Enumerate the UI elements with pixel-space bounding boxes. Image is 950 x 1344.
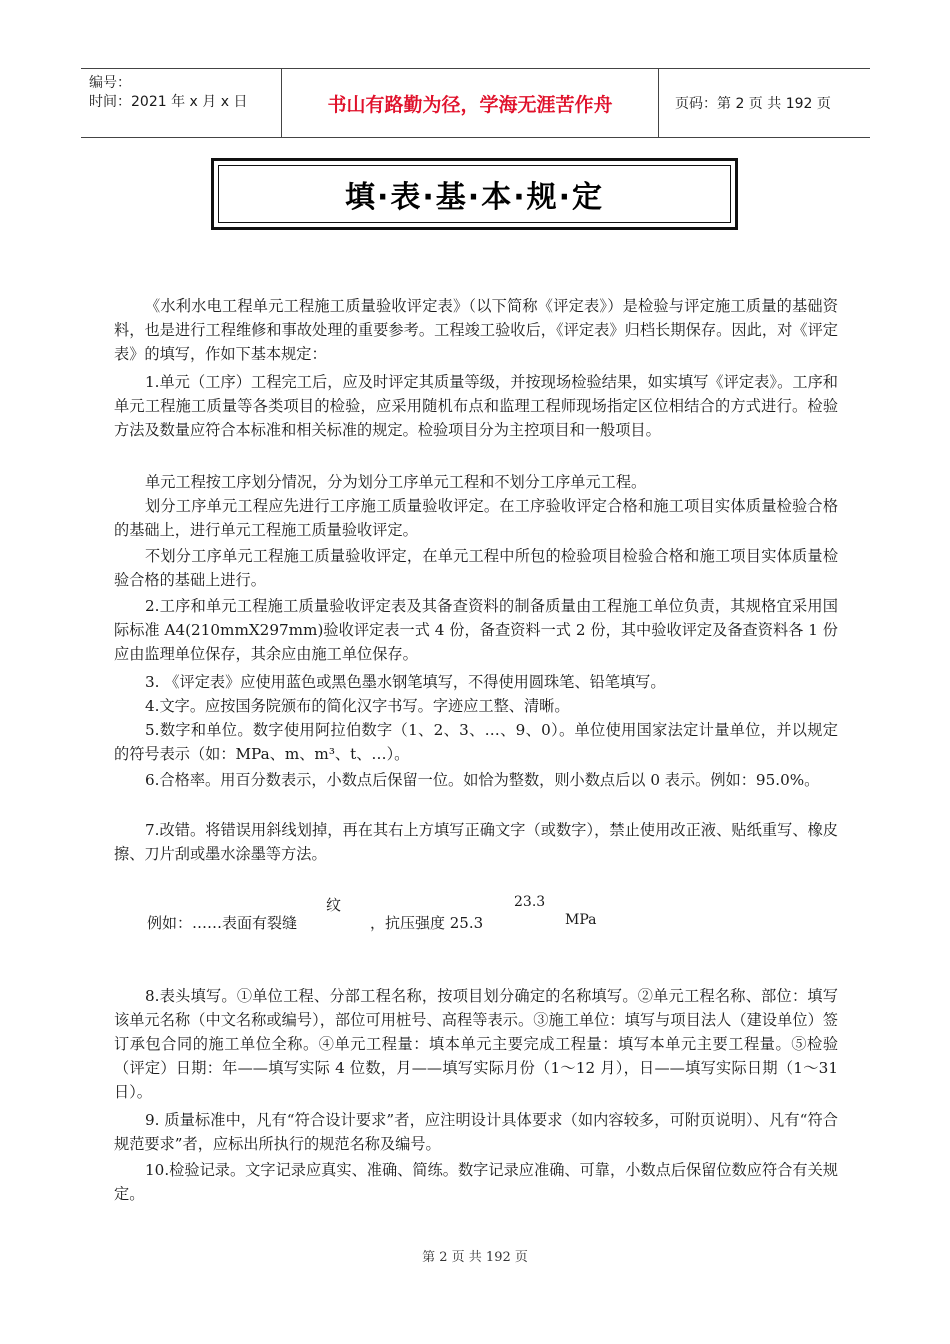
paragraph-10: 10.检验记录。文字记录应真实、准确、简练。数字记录应准确、可靠，小数点后保留位数应符合有关规定。: [114, 1161, 838, 1203]
paragraph-1: 1.单元（工序）工程完工后，应及时评定其质量等级，并按现场检验结果，如实填写《评定表》。工序和单元工程施工质量等各类项目的检验，应采用随机布点和监理工程师现场指定区位相结合的方式进行。检验方法及数量应符合本标准和相关标准的规定。检验项目分为主控项目和一般项目。: [114, 373, 838, 439]
serial-label: 编号：: [89, 75, 131, 91]
page-footer: 第 2 页 共 192 页: [422, 1250, 528, 1265]
paragraph-1b: 划分工序单元工程应先进行工序施工质量验收评定。在工序验收评定合格和施工项目实体质量检验合格的基础上，进行单元工程施工质量验收评定。: [114, 497, 838, 539]
example-correction-word: 纹: [326, 896, 342, 914]
paragraph-4: 4.文字。应按国务院颁布的简化汉字书写。字迹应工整、清晰。: [145, 697, 570, 715]
header-page-info: [667, 69, 867, 137]
header-divider: [658, 69, 659, 137]
example-prefix: 例如：……表面有裂缝: [147, 914, 298, 932]
header-motto: 书山有路勤为径，学海无涯苦作舟: [327, 93, 613, 116]
page-title: 填·表·基·本·规·定: [345, 180, 604, 215]
title-inner-frame: [218, 165, 731, 223]
paragraph-intro: 《水利水电工程单元工程施工质量验收评定表》（以下简称《评定表》）是检验与评定施工质量的基础资料，也是进行工程维修和事故处理的重要参考。工程竣工验收后，《评定表》归档长期保存。因此，对《评定表》的填写，作如下基本规定：: [114, 297, 838, 363]
paragraph-8: 8.表头填写。①单位工程、分部工程名称，按项目划分确定的名称填写。②单元工程名称、部位：填写该单元名称（中文名称或编号），部位可用桩号、高程等表示。③施工单位：填写与项目法人（建设单位）签订承包合同的施工单位全称。④单元工程量：填本单元主要完成工程量：填写本单元主要工程量。⑤检验（评定）日期：年——填写实际 4 位数，月——填写实际月份（1～12 月），日——填写实际日期（1～31 日）。: [114, 987, 838, 1101]
example-correction-number: 23.3: [514, 894, 546, 910]
example-unit: MPa: [565, 912, 597, 928]
paragraph-1a: 单元工程按工序划分情况，分为划分工序单元工程和不划分工序单元工程。: [145, 473, 647, 491]
date-label: 时间：2021 年 x 月 x 日: [89, 94, 248, 110]
paragraph-2: 2.工序和单元工程施工质量验收评定表及其备查资料的制备质量由工程施工单位负责，其规格宜采用国际标准 A4(210mmX297mm)验收评定表一式 4 份，备查资料一式 2 份，其中验收评定及备查资料各 1 份应由监理单位保存，其余应由施工单位保存。: [114, 597, 838, 663]
paragraph-9: 9. 质量标准中，凡有“符合设计要求”者，应注明设计具体要求（如内容较多，可附页说明）、凡有“符合规范要求”者，应标出所执行的规范名称及编号。: [114, 1111, 838, 1153]
paragraph-6: 6.合格率。用百分数表示，小数点后保留一位。如恰为整数，则小数点后以 0 表示。例如：95.0%。: [145, 771, 820, 789]
paragraph-7: 7.改错。将错误用斜线划掉，再在其右上方填写正确文字（或数字），禁止使用改正液、贴纸重写、橡皮擦、刀片刮或墨水涂墨等方法。: [114, 821, 838, 863]
example-middle: ，抗压强度 25.3: [370, 914, 484, 932]
page-header: [81, 68, 870, 138]
page-info-text: 页码：第 2 页 共 192 页: [675, 96, 831, 112]
paragraph-1c: 不划分工序单元工程施工质量验收评定，在单元工程中所包的检验项目检验合格和施工项目实体质量检验合格的基础上进行。: [114, 547, 838, 589]
header-left-cell: [81, 69, 281, 137]
paragraph-3: 3. 《评定表》应使用蓝色或黑色墨水钢笔填写，不得使用圆珠笔、铅笔填写。: [145, 673, 666, 691]
title-frame: [211, 158, 738, 230]
paragraph-5: 5.数字和单位。数字使用阿拉伯数字（1、2、3、…、9、0）。单位使用国家法定计量单位，并以规定的符号表示（如：MPa、m、m³、t、…）。: [114, 721, 838, 763]
